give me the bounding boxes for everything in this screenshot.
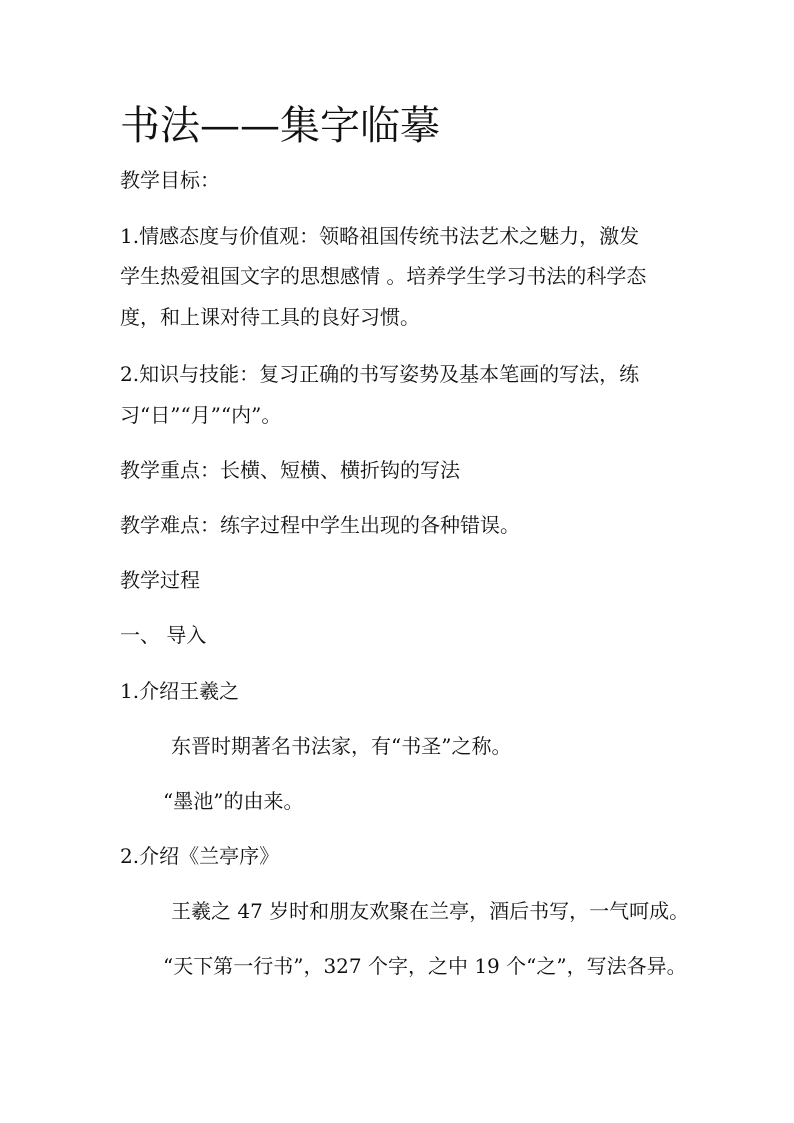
- difficulties: 教学难点：练字过程中学生出现的各种错误。: [120, 513, 520, 537]
- objective-1-line-3: 度，和上课对待工具的良好习惯。: [120, 305, 420, 329]
- item-1-line-2: “墨池”的由来。: [163, 789, 304, 813]
- item-2-line-1: 王羲之 47 岁时和朋友欢聚在兰亭，酒后书写，一气呵成。: [171, 899, 690, 923]
- objective-1-line-1: 1.情感态度与价值观：领略祖国传统书法艺术之魅力，激发: [120, 224, 640, 248]
- item-2-heading: 2.介绍《兰亭序》: [120, 844, 280, 868]
- item-2-line-2: “天下第一行书”，327 个字，之中 19 个“之”，写法各异。: [163, 954, 687, 978]
- section-1-heading: 一、 导入: [120, 623, 207, 647]
- objectives-heading: 教学目标：: [120, 168, 220, 192]
- item-1-line-1: 东晋时期著名书法家，有“书圣”之称。: [171, 734, 512, 758]
- objective-2-line-2: 习“日”“月”“内”。: [120, 403, 282, 427]
- objective-1-line-2: 学生热爱祖国文字的思想感情 。培养学生学习书法的科学态: [120, 264, 647, 288]
- item-1-heading: 1.介绍王羲之: [120, 679, 240, 703]
- process-heading: 教学过程: [120, 568, 200, 592]
- objective-2-line-1: 2.知识与技能：复习正确的书写姿势及基本笔画的写法，练: [120, 362, 640, 386]
- key-points: 教学重点：长横、短横、横折钩的写法: [120, 458, 460, 482]
- document-title: 书法——集字临摹: [120, 103, 440, 149]
